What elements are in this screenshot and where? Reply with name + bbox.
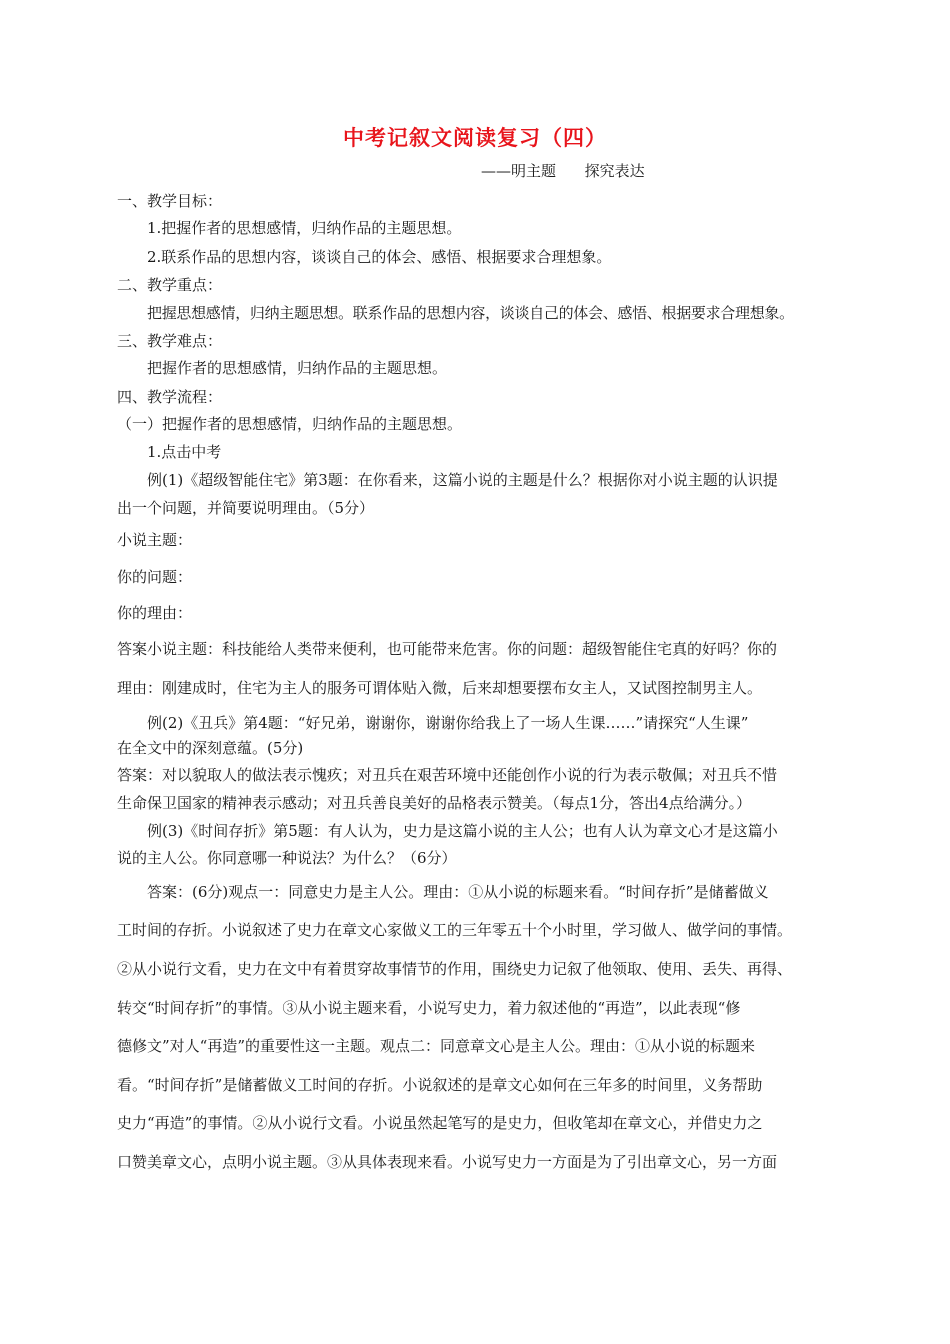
example-3-answer-line-7: 史力“再造”的事情。②从小说行文看。小说虽然起笔写的是史力，但收笔却在章文心，并借史力之 — [117, 1114, 763, 1132]
answer-blank-question: 你的问题： — [117, 568, 193, 586]
example-1-answer-cont: 理由：刚建成时，住宅为主人的服务可谓体贴入微，后来却想要摆布女主人，又试图控制男主人。 — [117, 679, 763, 697]
example-3-question-cont: 说的主人公。你同意哪一种说法？为什么？（6分） — [117, 849, 457, 867]
answer-blank-reason: 你的理由： — [117, 604, 193, 622]
section-heading-focus: 二、教学重点： — [117, 276, 223, 294]
goal-item-2: 2.联系作品的思想内容，谈谈自己的体会、感悟、根据要求合理想象。 — [147, 248, 612, 266]
section-heading-difficulty: 三、教学难点： — [117, 332, 223, 350]
example-3-answer-line-4: 转交“时间存折”的事情。③从小说主题来看，小说写史力，着力叙述他的“再造”，以此表现“修 — [117, 999, 741, 1017]
document-title: 中考记叙文阅读复习（四） — [343, 126, 607, 150]
example-1-question-cont: 出一个问题，并简要说明理由。（5分） — [117, 499, 375, 517]
difficulty-text: 把握作者的思想感情，归纳作品的主题思想。 — [147, 359, 448, 377]
example-3-question: 例(3)《时间存折》第5题：有人认为，史力是这篇小说的主人公；也有人认为章文心才是这篇小 — [147, 822, 778, 840]
process-step-1: （一）把握作者的思想感情，归纳作品的主题思想。 — [117, 415, 463, 433]
example-2-question-cont: 在全文中的深刻意蕴。(5分) — [117, 739, 304, 757]
example-2-question: 例(2)《丑兵》第4题：“好兄弟，谢谢你，谢谢你给我上了一场人生课……”请探究“人生课” — [147, 714, 749, 732]
example-2-answer: 答案：对以貌取人的做法表示愧疚；对丑兵在艰苦环境中还能创作小说的行为表示敬佩；对丑兵不惜 — [117, 766, 778, 784]
focus-text: 把握思想感情，归纳主题思想。联系作品的思想内容，谈谈自己的体会、感悟、根据要求合理想象。 — [147, 304, 794, 322]
answer-blank-theme: 小说主题： — [117, 531, 193, 549]
example-3-answer-line-3: ②从小说行文看，史力在文中有着贯穿故事情节的作用，围绕史力记叙了他领取、使用、丢失、再得、 — [117, 960, 793, 978]
section-heading-process: 四、教学流程： — [117, 388, 223, 406]
example-2-answer-cont: 生命保卫国家的精神表示感动；对丑兵善良美好的品格表示赞美。（每点1分，答出4点给满分。） — [117, 794, 752, 812]
example-3-answer-line-2: 工时间的存折。小说叙述了史力在章文心家做义工的三年零五十个小时里，学习做人、做学问的事情。 — [117, 921, 793, 939]
document-subtitle: ——明主题 探究表达 — [481, 162, 645, 180]
example-3-answer-line-5: 德修文”对人“再造”的重要性这一主题。观点二：同意章文心是主人公。理由：①从小说的标题来 — [117, 1037, 756, 1055]
example-1-question: 例(1)《超级智能住宅》第3题：在你看来，这篇小说的主题是什么？根据你对小说主题的认识提 — [147, 471, 778, 489]
example-1-answer: 答案小说主题：科技能给人类带来便利，也可能带来危害。你的问题：超级智能住宅真的好吗？你的 — [117, 640, 778, 658]
subheading-exam: 1.点击中考 — [147, 443, 222, 461]
section-heading-goals: 一、教学目标： — [117, 192, 223, 210]
example-3-answer: 答案：(6分)观点一：同意史力是主人公。理由：①从小说的标题来看。“时间存折”是储蓄做义 — [147, 883, 769, 901]
example-3-answer-line-6: 看。“时间存折”是储蓄做义工时间的存折。小说叙述的是章文心如何在三年多的时间里，义务帮助 — [117, 1076, 763, 1094]
goal-item-1: 1.把握作者的思想感情，归纳作品的主题思想。 — [147, 219, 462, 237]
example-3-answer-line-8: 口赞美章文心，点明小说主题。③从具体表现来看。小说写史力一方面是为了引出章文心，另一方面 — [117, 1153, 778, 1171]
